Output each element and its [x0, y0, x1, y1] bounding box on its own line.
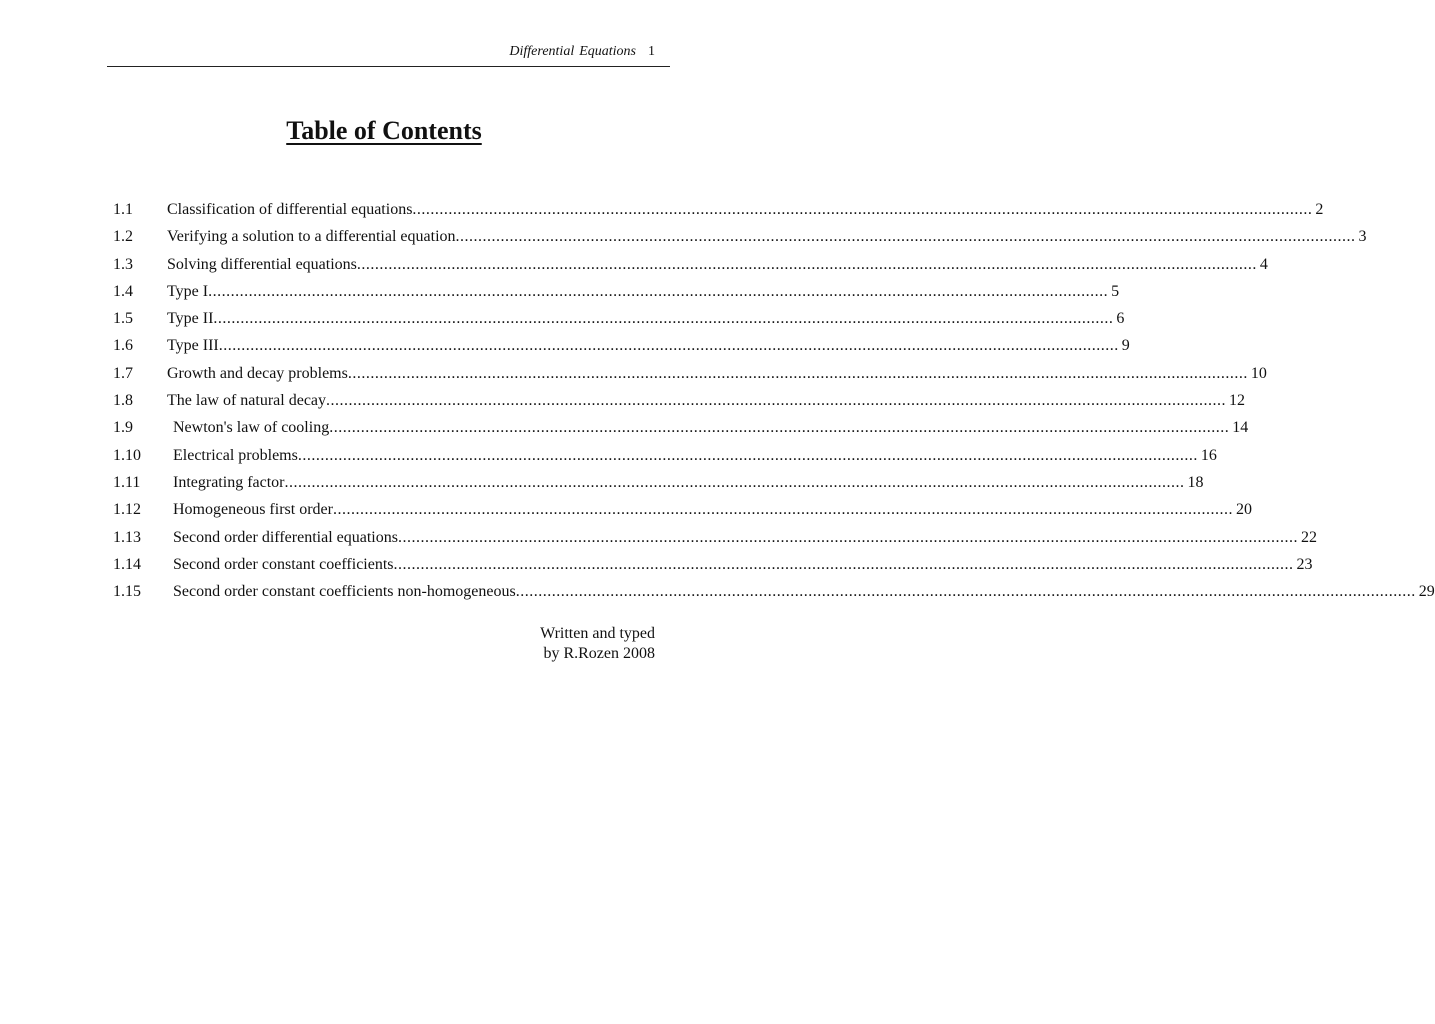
toc-entry[interactable] — [113, 360, 1267, 387]
toc-entry-page: 4 — [1259, 255, 1268, 273]
toc-entry-page: 10 — [1250, 364, 1267, 382]
toc-entry-number: 1.14 — [113, 555, 141, 573]
toc-entry-number: 1.10 — [113, 446, 141, 464]
toc-entry-page: 29 — [1418, 583, 1435, 601]
toc-dot-leader: ........................................................................................................................................................................................................ — [515, 583, 1416, 601]
toc-entry-page: 9 — [1121, 337, 1130, 355]
toc-entry-page: 5 — [1111, 282, 1120, 300]
page-number: 1 — [648, 44, 655, 59]
toc-entry-page: 23 — [1296, 555, 1313, 573]
toc-dot-leader: ........................................................................................................................................................................................................ — [347, 364, 1248, 382]
toc-dot-leader: ........................................................................................................................................................................................................ — [213, 310, 1114, 328]
toc-entry[interactable] — [113, 578, 1435, 605]
toc-entry-title: Type III — [167, 337, 219, 355]
running-header-word: Equations — [579, 44, 636, 59]
toc-title: Table of Contents — [286, 116, 482, 145]
toc-title-block — [0, 116, 768, 146]
toc-entry-number: 1.2 — [113, 228, 133, 246]
toc-entry-page: 3 — [1358, 228, 1367, 246]
toc-entry-page: 22 — [1300, 528, 1317, 546]
toc-entry-title: Homogeneous first order — [173, 501, 333, 519]
toc-dot-leader: ........................................................................................................................................................................................................ — [356, 255, 1257, 273]
toc-entry-title: The law of natural decay — [167, 392, 327, 410]
toc-entry-number: 1.8 — [113, 392, 133, 410]
toc-entry[interactable] — [113, 442, 1217, 469]
toc-entry-number: 1.4 — [113, 282, 133, 300]
toc-entry-number: 1.15 — [113, 583, 141, 601]
toc-list — [113, 196, 1435, 605]
toc-entry[interactable] — [113, 332, 1130, 359]
toc-entry-title: Growth and decay problems — [167, 364, 348, 382]
signature-line-2: by R.Rozen 2008 — [543, 645, 655, 662]
toc-entry-title: Verifying a solution to a differential equation — [167, 228, 456, 246]
toc-entry[interactable] — [113, 305, 1125, 332]
toc-entry[interactable] — [113, 524, 1317, 551]
toc-dot-leader: ........................................................................................................................................................................................................ — [393, 555, 1294, 573]
toc-entry[interactable] — [113, 551, 1313, 578]
toc-entry[interactable] — [113, 278, 1120, 305]
toc-entry-page: 18 — [1187, 473, 1204, 491]
toc-entry-number: 1.1 — [113, 201, 133, 218]
toc-dot-leader: ........................................................................................................................................................................................................ — [326, 392, 1227, 410]
toc-dot-leader: ........................................................................................................................................................................................................ — [297, 446, 1198, 464]
toc-entry[interactable] — [113, 223, 1367, 250]
toc-dot-leader: ........................................................................................................................................................................................................ — [412, 201, 1313, 218]
toc-entry-number: 1.7 — [113, 364, 133, 382]
toc-dot-leader: ........................................................................................................................................................................................................ — [218, 337, 1119, 355]
toc-entry[interactable] — [113, 414, 1249, 441]
toc-dot-leader: ........................................................................................................................................................................................................ — [397, 528, 1298, 546]
toc-entry-number: 1.6 — [113, 337, 133, 355]
toc-entry-number: 1.5 — [113, 310, 133, 328]
toc-entry[interactable] — [113, 196, 1324, 223]
author-signature — [540, 624, 655, 664]
toc-entry[interactable] — [113, 496, 1252, 523]
toc-entry-title: Electrical problems — [173, 446, 298, 464]
toc-entry-title: Type II — [167, 310, 214, 328]
toc-dot-leader: ........................................................................................................................................................................................................ — [332, 501, 1233, 519]
toc-entry-number: 1.11 — [113, 473, 141, 491]
toc-entry-title: Newton's law of cooling — [173, 419, 330, 437]
toc-entry-title: Second order constant coefficients non-homogeneous — [173, 583, 516, 601]
toc-entry-page: 6 — [1116, 310, 1125, 328]
toc-entry-title: Type I — [167, 282, 209, 300]
running-header — [509, 44, 655, 60]
toc-entry-page: 20 — [1235, 501, 1252, 519]
toc-dot-leader: ........................................................................................................................................................................................................ — [284, 473, 1185, 491]
toc-entry-page: 12 — [1229, 392, 1246, 410]
toc-entry[interactable] — [113, 251, 1268, 278]
running-header-word: Differential — [509, 44, 575, 59]
toc-entry-title: Second order constant coefficients — [173, 555, 394, 573]
toc-entry-number: 1.13 — [113, 528, 141, 546]
toc-entry-page: 14 — [1232, 419, 1249, 437]
toc-entry-number: 1.12 — [113, 501, 141, 519]
toc-dot-leader: ........................................................................................................................................................................................................ — [208, 282, 1109, 300]
signature-line-1: Written and typed — [540, 625, 655, 642]
toc-entry[interactable] — [113, 469, 1204, 496]
toc-entry-title: Classification of differential equations — [167, 201, 413, 218]
header-rule — [107, 66, 670, 67]
toc-entry-page: 16 — [1200, 446, 1217, 464]
toc-entry-number: 1.9 — [113, 419, 133, 437]
toc-entry-title: Solving differential equations — [167, 255, 357, 273]
toc-entry-page: 2 — [1315, 201, 1324, 218]
toc-dot-leader: ........................................................................................................................................................................................................ — [455, 228, 1356, 246]
toc-entry[interactable] — [113, 387, 1246, 414]
toc-entry-title: Integrating factor — [173, 473, 285, 491]
toc-dot-leader: ........................................................................................................................................................................................................ — [329, 419, 1230, 437]
toc-entry-number: 1.3 — [113, 255, 133, 273]
toc-entry-title: Second order differential equations — [173, 528, 398, 546]
